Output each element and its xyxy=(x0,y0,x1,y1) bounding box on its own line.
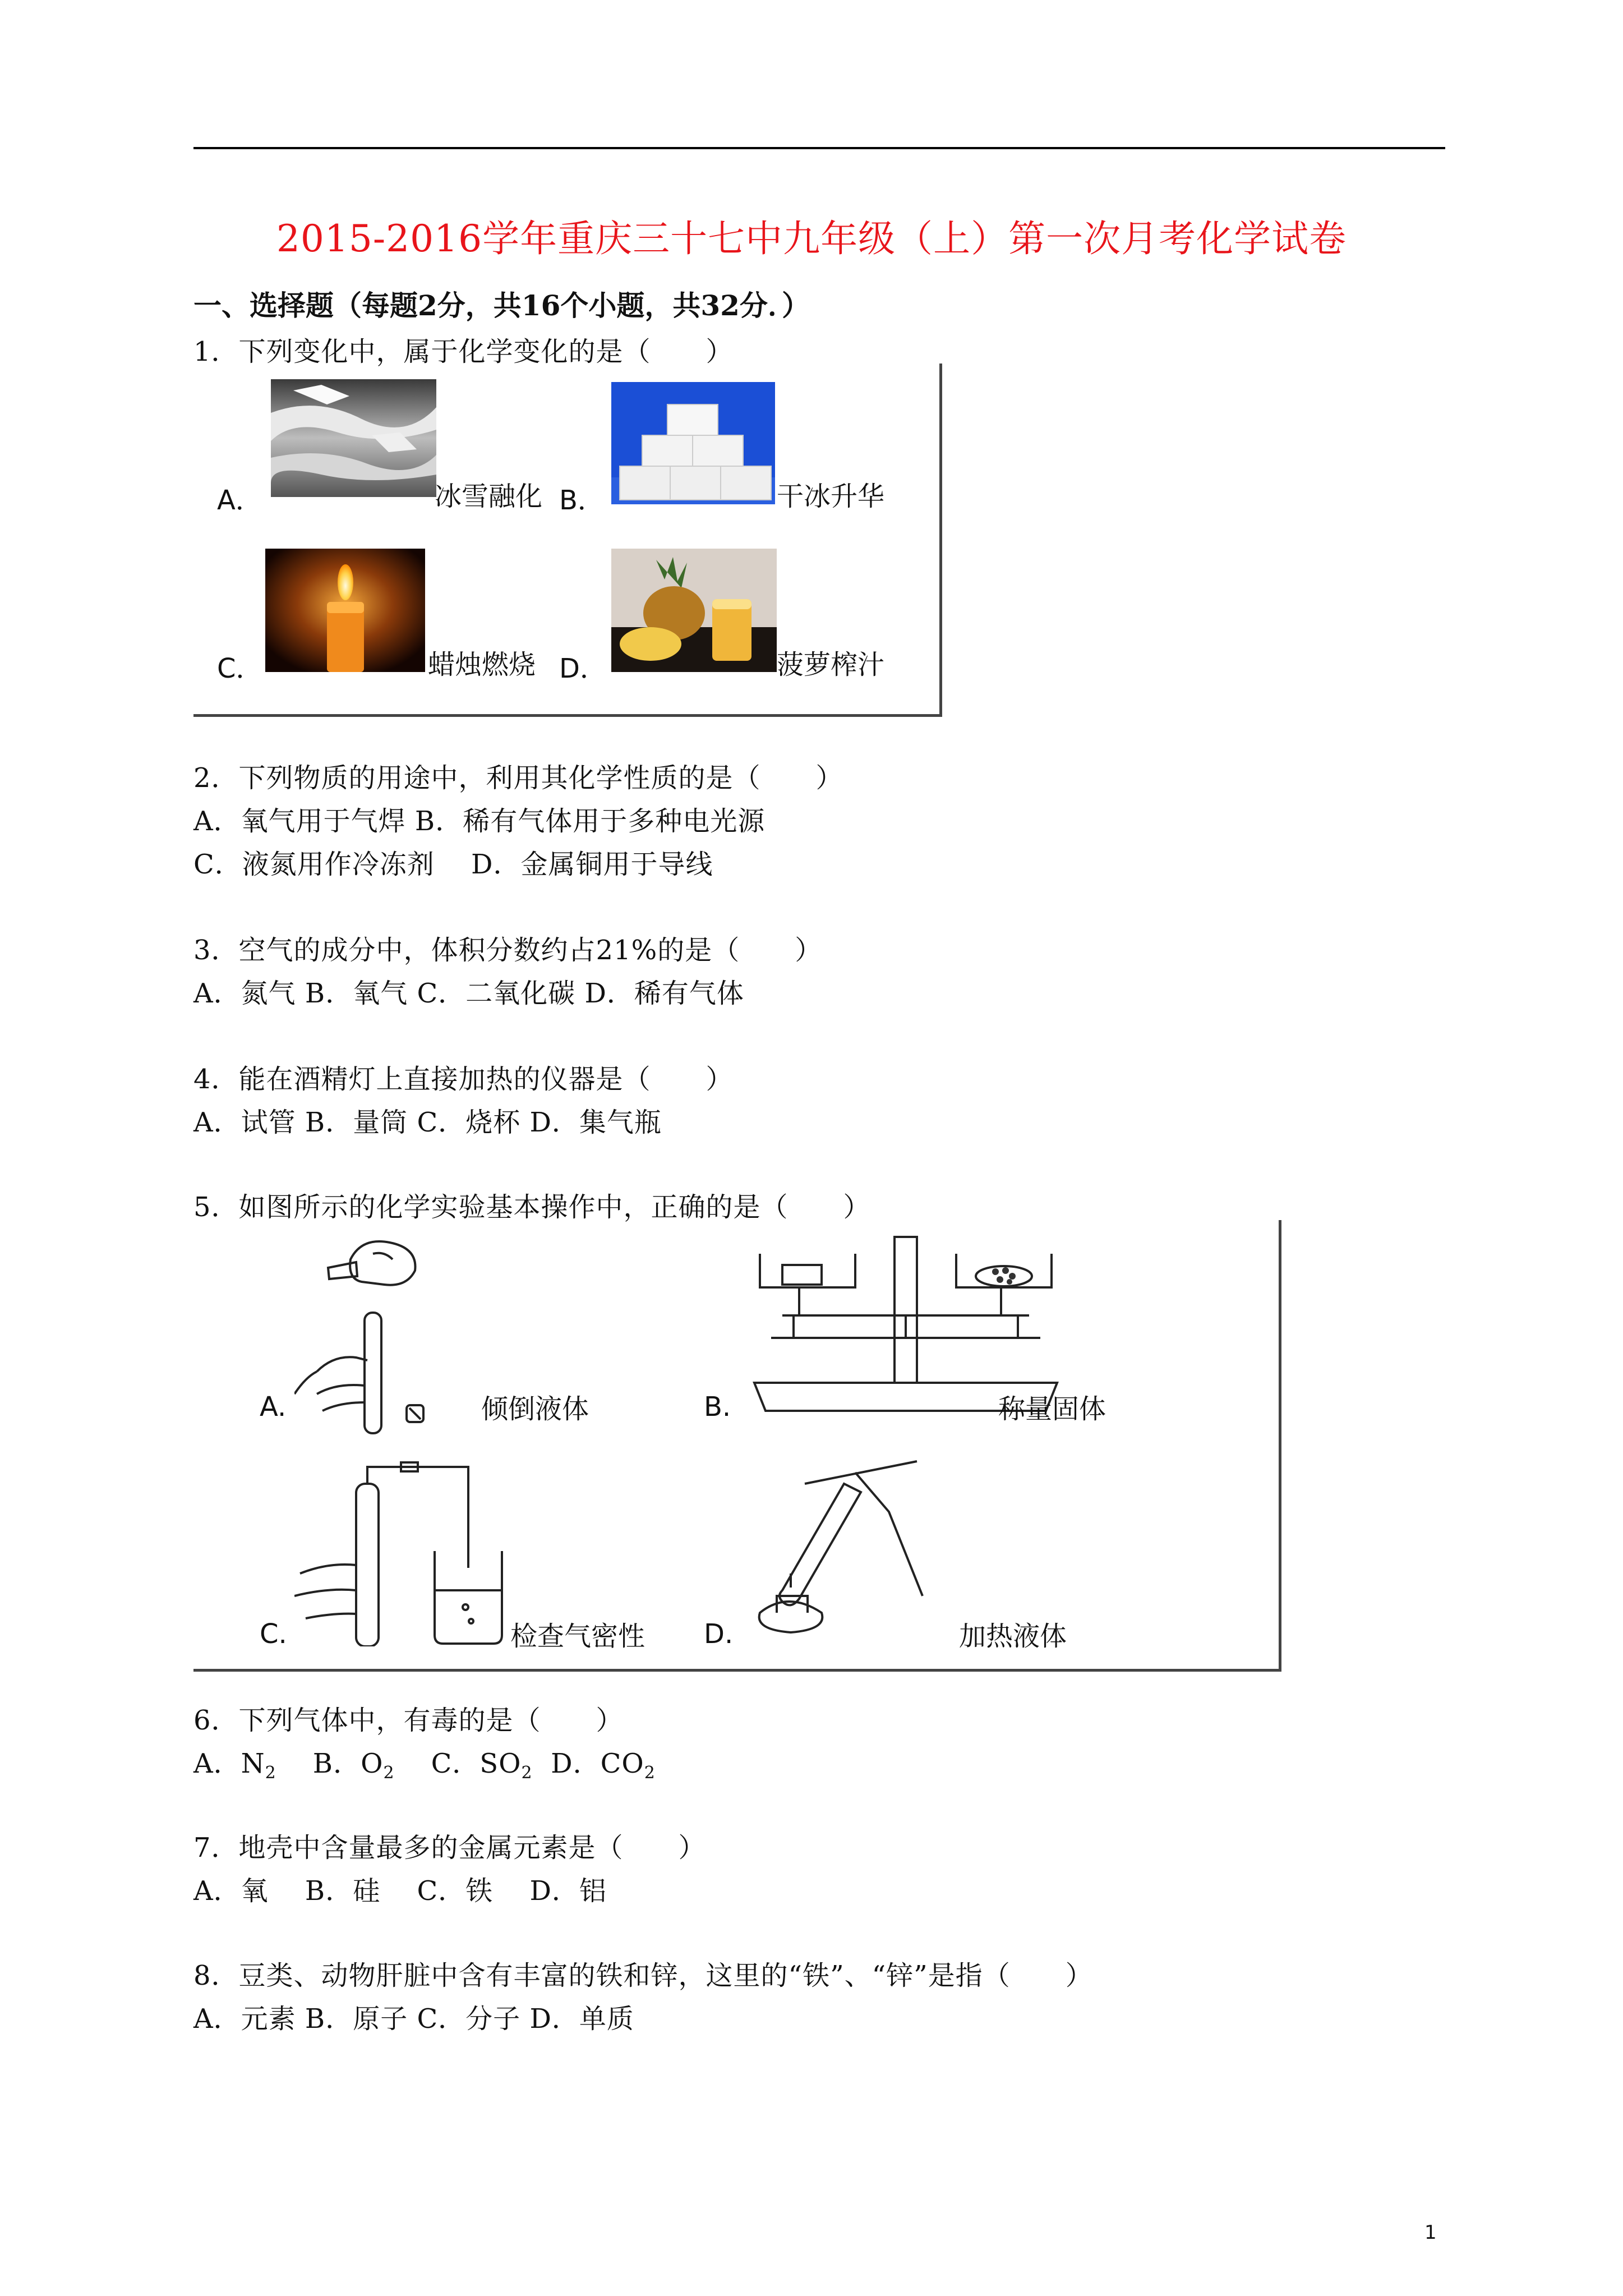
exam-title: 2015-2016学年重庆三十七中九年级（上）第一次月考化学试卷 xyxy=(276,217,1347,260)
section-heading: 一、选择题（每题2分，共16个小题，共32分．） xyxy=(193,289,810,322)
pineapple-juice-photo xyxy=(611,549,777,672)
q5-option-a-label: 倾倒液体 xyxy=(481,1393,589,1425)
q4-stem: 4．能在酒精灯上直接加热的仪器是（ ） xyxy=(193,1064,734,1095)
q6-option-d: D．CO xyxy=(551,1748,644,1779)
candle-photo xyxy=(265,549,425,672)
page-number: 1 xyxy=(1424,2221,1437,2244)
q6-stem: 6．下列气体中，有毒的是（ ） xyxy=(193,1705,624,1736)
q6-option-d-subscript: 2 xyxy=(644,1763,656,1783)
dry-ice-photo xyxy=(611,382,775,504)
header-rule xyxy=(193,147,1445,149)
q5-option-d-label: 加热液体 xyxy=(959,1621,1067,1652)
q5-figure xyxy=(193,1220,1281,1672)
q5-option-c-label: 检查气密性 xyxy=(510,1621,645,1652)
q6-option-b-subscript: 2 xyxy=(383,1763,395,1783)
q6-options xyxy=(193,1742,656,1783)
q5-option-c-letter: C. xyxy=(260,1618,287,1650)
q5-option-a-letter: A. xyxy=(260,1391,287,1423)
q6-option-c: C．SO xyxy=(431,1748,522,1779)
q1-stem: 1．下列变化中，属于化学变化的是（ ） xyxy=(193,336,734,367)
q7-options: A．氧 B．硅 C．铁 D．铝 xyxy=(193,1875,607,1907)
pouring-liquid-drawing xyxy=(294,1226,463,1439)
q2-stem: 2．下列物质的用途中，利用其化学性质的是（ ） xyxy=(193,762,843,794)
q1-option-b-letter: B． xyxy=(559,485,605,516)
q5-option-b-label: 称量固体 xyxy=(998,1393,1106,1425)
q4-options: A．试管 B．量筒 C．烧杯 D．集气瓶 xyxy=(193,1107,662,1138)
q3-options: A．氮气 B．氧气 C．二氧化碳 D．稀有气体 xyxy=(193,978,744,1009)
q1-option-d-letter: D． xyxy=(559,653,607,684)
q6-option-a: A．N xyxy=(193,1748,265,1779)
q6-option-a-subscript: 2 xyxy=(265,1763,276,1783)
airtightness-drawing xyxy=(294,1461,519,1646)
q5-stem: 5．如图所示的化学实验基本操作中，正确的是（ ） xyxy=(193,1191,871,1223)
q1-option-c-label: 蜡烛燃烧 xyxy=(428,649,536,680)
q6-option-c-subscript: 2 xyxy=(521,1763,533,1783)
q7-stem: 7．地壳中含量最多的金属元素是（ ） xyxy=(193,1832,706,1864)
q1-option-a-letter: A． xyxy=(217,485,262,516)
heating-liquid-drawing xyxy=(743,1450,956,1641)
q3-stem: 3．空气的成分中，体积分数约占21%的是（ ） xyxy=(193,935,823,966)
q2-options-line2: C．液氮用作冷冻剂 D．金属铜用于导线 xyxy=(193,849,713,880)
q6-option-b: B．O xyxy=(312,1748,384,1779)
q8-stem: 8．豆类、动物肝脏中含有丰富的铁和锌，这里的“铁”、“锌”是指（ ） xyxy=(193,1960,1093,1991)
q1-figure xyxy=(193,364,942,717)
q2-options-line1: A．氧气用于气焊 B．稀有气体用于多种电光源 xyxy=(193,806,766,837)
q1-option-a-label: 冰雪融化 xyxy=(435,481,543,512)
q1-option-d-label: 菠萝榨汁 xyxy=(777,649,885,680)
ice-melting-photo xyxy=(271,379,436,497)
q1-option-b-label: 干冰升华 xyxy=(777,481,885,512)
q1-option-c-letter: C． xyxy=(217,653,263,684)
q8-options: A．元素 B．原子 C．分子 D．单质 xyxy=(193,2003,634,2035)
q5-option-d-letter: D. xyxy=(704,1618,734,1650)
q5-option-b-letter: B. xyxy=(704,1391,731,1423)
